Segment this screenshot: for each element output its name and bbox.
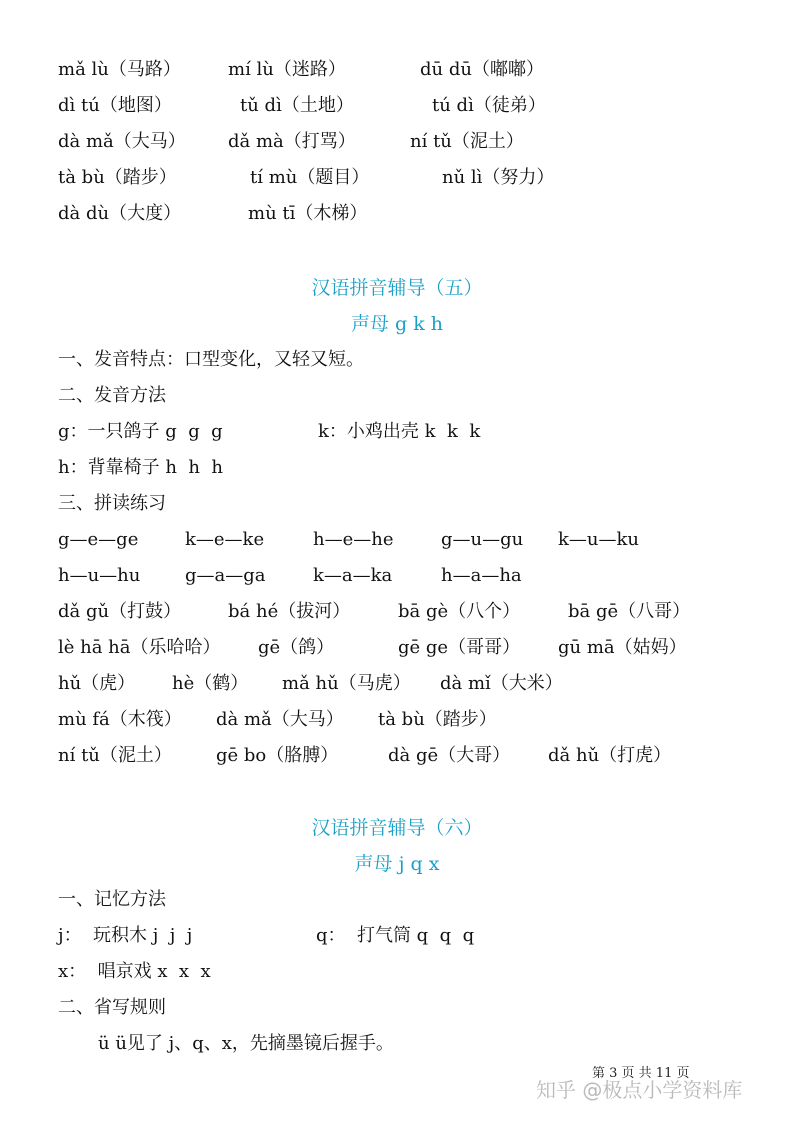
word-item: gē bo（胳膊） <box>216 745 339 766</box>
word-item: gū mā（姑妈） <box>558 637 687 658</box>
word-item: dì tú（地图） <box>58 95 172 116</box>
text-line: k：小鸡出壳 k k k <box>318 421 481 442</box>
text-line: x： 唱京戏 x x x <box>58 961 211 982</box>
word-item: nǔ lì（努力） <box>442 167 555 188</box>
text-line: ü ü见了 j、q、x，先摘墨镜后握手。 <box>98 1033 394 1054</box>
word-item: mí lù（迷路） <box>228 59 346 80</box>
word-item: dà mǎ（大马） <box>216 709 344 730</box>
drill-item: k—a—ka <box>313 565 393 586</box>
word-item: tà bù（踏步） <box>378 709 497 730</box>
page-number: 第 3 页 共 11 页 <box>592 1066 690 1081</box>
word-item: dà dù（大度） <box>58 203 182 224</box>
drill-item: k—u—ku <box>558 529 639 550</box>
word-item: mǎ hǔ（马虎） <box>282 673 411 694</box>
word-item: mù fá（木筏） <box>58 709 182 730</box>
word-item: hǔ（虎） <box>58 673 136 694</box>
word-item: ní tǔ（泥土） <box>58 745 172 766</box>
word-item: dà gē（大哥） <box>388 745 511 766</box>
section-title: 汉语拼音辅导（五） <box>311 277 483 299</box>
drill-item: h—e—he <box>313 529 394 550</box>
word-item: lè hā hā（乐哈哈） <box>58 637 221 658</box>
word-item: gē（鸽） <box>258 637 335 658</box>
word-item: bā gē（八哥） <box>568 601 691 622</box>
word-item: tí mù（题目） <box>250 167 370 188</box>
word-item: dà mǎ（大马） <box>58 131 186 152</box>
word-item: mù tī（木梯） <box>248 203 368 224</box>
word-item: bá hé（拔河） <box>228 601 351 622</box>
text-line: j： 玩积木 j j j <box>58 925 193 946</box>
section-subtitle: 声母 g k h <box>350 313 444 335</box>
text-line: g：一只鸽子 g g g <box>58 421 223 442</box>
section-title: 汉语拼音辅导（六） <box>311 817 483 839</box>
watermark: 知乎 @极点小学资料库 <box>536 1078 743 1102</box>
text-line: h：背靠椅子 h h h <box>58 457 223 478</box>
section-subtitle: 声母 j q x <box>354 853 440 875</box>
word-item: dǎ mà（打骂） <box>228 131 356 152</box>
word-item: dà mǐ（大米） <box>440 673 563 694</box>
drill-item: h—u—hu <box>58 565 141 586</box>
word-item: mǎ lù（马路） <box>58 59 181 80</box>
text-line: 一、记忆方法 <box>58 889 166 910</box>
word-item: bā gè（八个） <box>398 601 521 622</box>
word-item: tú dì（徒弟） <box>432 95 546 116</box>
drill-item: g—e—ge <box>58 529 139 550</box>
word-item: dǎ hǔ（打虎） <box>548 745 672 766</box>
drill-item: k—e—ke <box>185 529 265 550</box>
word-item: dǎ gǔ（打鼓） <box>58 601 182 622</box>
word-item: hè（鹤） <box>172 673 249 694</box>
drill-item: g—a—ga <box>185 565 266 586</box>
text-line: 二、省写规则 <box>58 997 166 1018</box>
drill-item: h—a—ha <box>441 565 522 586</box>
word-item: tǔ dì（土地） <box>240 95 354 116</box>
word-item: tà bù（踏步） <box>58 167 177 188</box>
drill-item: g—u—gu <box>441 529 524 550</box>
text-line: q： 打气筒 q q q <box>316 925 475 946</box>
text-line: 一、发音特点：口型变化，又轻又短。 <box>58 349 364 370</box>
word-item: ní tǔ（泥土） <box>410 131 524 152</box>
text-line: 三、拼读练习 <box>58 493 166 514</box>
text-line: 二、发音方法 <box>58 385 166 406</box>
word-item: dū dū（嘟嘟） <box>420 59 544 80</box>
word-item: gē ge（哥哥） <box>398 637 521 658</box>
